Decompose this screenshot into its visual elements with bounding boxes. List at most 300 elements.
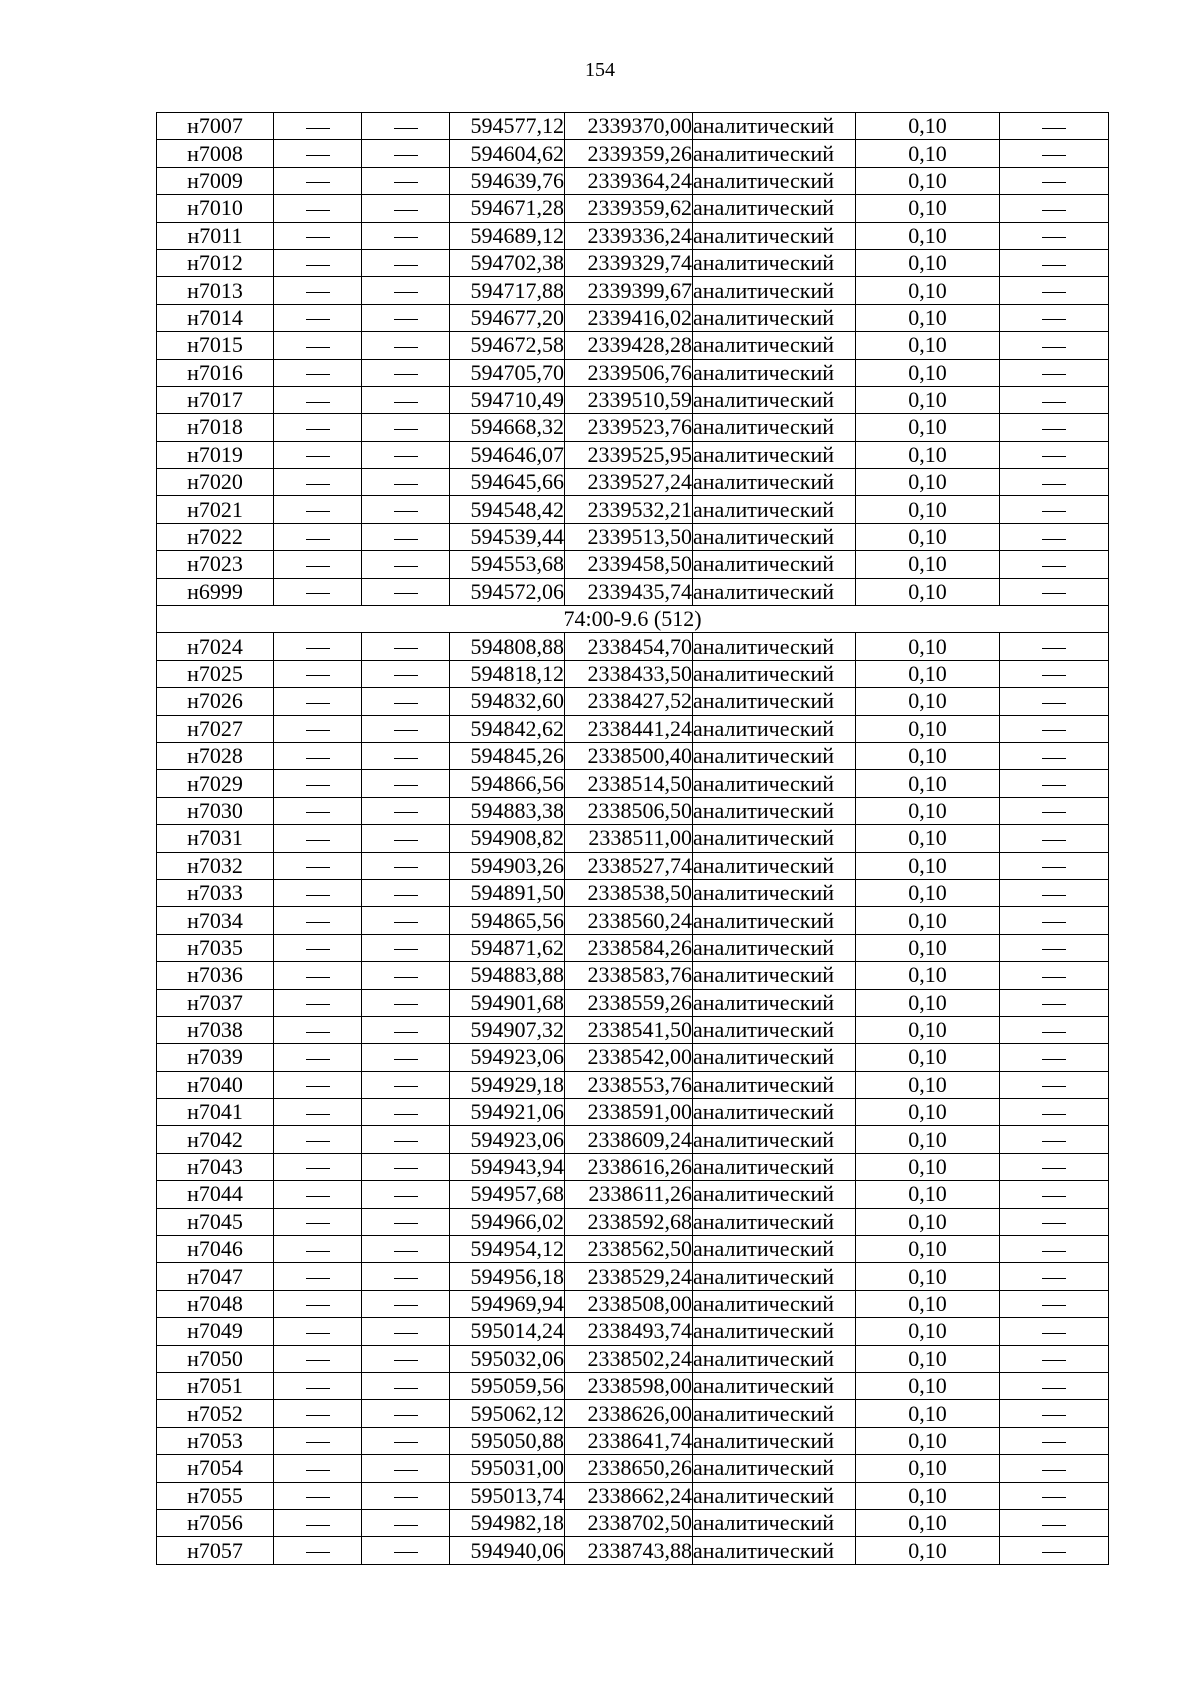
old-y-cell <box>362 633 450 660</box>
description-cell <box>1000 1455 1109 1482</box>
description-cell <box>1000 1044 1109 1071</box>
y-coordinate-cell: 2338662,24 <box>565 1482 693 1509</box>
accuracy-cell: 0,10 <box>856 1509 1000 1536</box>
old-x-cell <box>274 414 362 441</box>
description-cell <box>1000 277 1109 304</box>
dash-mark <box>1042 1114 1066 1115</box>
y-coordinate-cell: 2338514,50 <box>565 770 693 797</box>
old-y-cell <box>362 852 450 879</box>
table-row <box>157 1126 1109 1153</box>
coordinates-table <box>156 112 1109 1565</box>
point-name-cell: н7017 <box>157 386 274 413</box>
old-x-cell <box>274 1071 362 1098</box>
dash-mark <box>394 812 418 813</box>
point-name-cell: н7011 <box>157 222 274 249</box>
method-cell: аналитический <box>693 1509 856 1536</box>
accuracy-cell: 0,10 <box>856 934 1000 961</box>
table-row <box>157 195 1109 222</box>
old-y-cell <box>362 1372 450 1399</box>
y-coordinate-cell: 2338441,24 <box>565 715 693 742</box>
method-cell: аналитический <box>693 742 856 769</box>
x-coordinate-cell: 594865,56 <box>450 907 565 934</box>
y-coordinate-cell: 2338527,74 <box>565 852 693 879</box>
table-row <box>157 551 1109 578</box>
dash-mark <box>1042 128 1066 129</box>
table-row <box>157 249 1109 276</box>
dash-mark <box>1042 1141 1066 1142</box>
point-name-cell: н7016 <box>157 359 274 386</box>
old-x-cell <box>274 1153 362 1180</box>
old-x-cell <box>274 742 362 769</box>
x-coordinate-cell: 594883,88 <box>450 962 565 989</box>
dash-mark <box>306 1552 330 1553</box>
y-coordinate-cell: 2338502,24 <box>565 1345 693 1372</box>
description-cell <box>1000 359 1109 386</box>
point-name-cell: н7014 <box>157 304 274 331</box>
dash-mark <box>394 949 418 950</box>
description-cell <box>1000 907 1109 934</box>
dash-mark <box>1042 1278 1066 1279</box>
method-cell: аналитический <box>693 1455 856 1482</box>
dash-mark <box>1042 949 1066 950</box>
dash-mark <box>306 374 330 375</box>
dash-mark <box>306 730 330 731</box>
method-cell: аналитический <box>693 140 856 167</box>
point-name-cell: н7039 <box>157 1044 274 1071</box>
table-row <box>157 962 1109 989</box>
dash-mark <box>306 347 330 348</box>
table-row <box>157 496 1109 523</box>
description-cell <box>1000 523 1109 550</box>
dash-mark <box>394 1168 418 1169</box>
method-cell: аналитический <box>693 1427 856 1454</box>
old-y-cell <box>362 688 450 715</box>
accuracy-cell: 0,10 <box>856 742 1000 769</box>
old-y-cell <box>362 277 450 304</box>
table-row <box>157 414 1109 441</box>
dash-mark <box>306 456 330 457</box>
method-cell: аналитический <box>693 523 856 550</box>
dash-mark <box>394 539 418 540</box>
old-x-cell <box>274 633 362 660</box>
dash-mark <box>394 292 418 293</box>
table-row <box>157 304 1109 331</box>
point-name-cell: н7042 <box>157 1126 274 1153</box>
y-coordinate-cell: 2338553,76 <box>565 1071 693 1098</box>
method-cell: аналитический <box>693 1153 856 1180</box>
accuracy-cell: 0,10 <box>856 113 1000 140</box>
dash-mark <box>1042 402 1066 403</box>
dash-mark <box>394 703 418 704</box>
method-cell: аналитический <box>693 825 856 852</box>
dash-mark <box>394 895 418 896</box>
dash-mark <box>306 265 330 266</box>
x-coordinate-cell: 594901,68 <box>450 989 565 1016</box>
old-y-cell <box>362 1181 450 1208</box>
method-cell: аналитический <box>693 1126 856 1153</box>
table-row <box>157 825 1109 852</box>
x-coordinate-cell: 594969,94 <box>450 1290 565 1317</box>
y-coordinate-cell: 2338591,00 <box>565 1099 693 1126</box>
old-y-cell <box>362 742 450 769</box>
accuracy-cell: 0,10 <box>856 1372 1000 1399</box>
dash-mark <box>394 1114 418 1115</box>
point-name-cell: н7026 <box>157 688 274 715</box>
dash-mark <box>1042 456 1066 457</box>
old-y-cell <box>362 1126 450 1153</box>
y-coordinate-cell: 2338542,00 <box>565 1044 693 1071</box>
y-coordinate-cell: 2338592,68 <box>565 1208 693 1235</box>
accuracy-cell: 0,10 <box>856 1099 1000 1126</box>
point-name-cell: н7055 <box>157 1482 274 1509</box>
x-coordinate-cell: 594956,18 <box>450 1263 565 1290</box>
old-y-cell <box>362 715 450 742</box>
method-cell: аналитический <box>693 1071 856 1098</box>
accuracy-cell: 0,10 <box>856 249 1000 276</box>
accuracy-cell: 0,10 <box>856 852 1000 879</box>
old-x-cell <box>274 825 362 852</box>
table-row <box>157 140 1109 167</box>
dash-mark <box>1042 182 1066 183</box>
section-label: 74:00-9.6 (512) <box>157 606 1109 633</box>
description-cell <box>1000 1537 1109 1564</box>
dash-mark <box>306 1032 330 1033</box>
dash-mark <box>306 1223 330 1224</box>
old-y-cell <box>362 1153 450 1180</box>
y-coordinate-cell: 2339513,50 <box>565 523 693 550</box>
dash-mark <box>306 1168 330 1169</box>
old-y-cell <box>362 1044 450 1071</box>
x-coordinate-cell: 594923,06 <box>450 1126 565 1153</box>
old-y-cell <box>362 1236 450 1263</box>
description-cell <box>1000 879 1109 906</box>
dash-mark <box>306 539 330 540</box>
description-cell <box>1000 1208 1109 1235</box>
method-cell: аналитический <box>693 989 856 1016</box>
old-x-cell <box>274 469 362 496</box>
dash-mark <box>306 1141 330 1142</box>
x-coordinate-cell: 594891,50 <box>450 879 565 906</box>
point-name-cell: н7049 <box>157 1318 274 1345</box>
method-cell: аналитический <box>693 715 856 742</box>
old-x-cell <box>274 715 362 742</box>
description-cell <box>1000 660 1109 687</box>
dash-mark <box>306 210 330 211</box>
method-cell: аналитический <box>693 1044 856 1071</box>
old-y-cell <box>362 414 450 441</box>
old-y-cell <box>362 962 450 989</box>
dash-mark <box>306 402 330 403</box>
dash-mark <box>394 648 418 649</box>
accuracy-cell: 0,10 <box>856 825 1000 852</box>
dash-mark <box>394 922 418 923</box>
dash-mark <box>1042 566 1066 567</box>
dash-mark <box>394 593 418 594</box>
old-x-cell <box>274 934 362 961</box>
description-cell <box>1000 1318 1109 1345</box>
dash-mark <box>394 1552 418 1553</box>
dash-mark <box>394 1196 418 1197</box>
old-y-cell <box>362 578 450 605</box>
old-y-cell <box>362 1071 450 1098</box>
dash-mark <box>394 1525 418 1526</box>
y-coordinate-cell: 2338511,00 <box>565 825 693 852</box>
accuracy-cell: 0,10 <box>856 195 1000 222</box>
dash-mark <box>306 840 330 841</box>
table-row <box>157 113 1109 140</box>
y-coordinate-cell: 2339399,67 <box>565 277 693 304</box>
old-y-cell <box>362 1537 450 1564</box>
dash-mark <box>394 128 418 129</box>
method-cell: аналитический <box>693 879 856 906</box>
dash-mark <box>394 1388 418 1389</box>
x-coordinate-cell: 595031,00 <box>450 1455 565 1482</box>
old-x-cell <box>274 962 362 989</box>
dash-mark <box>394 484 418 485</box>
old-y-cell <box>362 770 450 797</box>
dash-mark <box>394 155 418 156</box>
y-coordinate-cell: 2339416,02 <box>565 304 693 331</box>
x-coordinate-cell: 594957,68 <box>450 1181 565 1208</box>
method-cell: аналитический <box>693 496 856 523</box>
description-cell <box>1000 249 1109 276</box>
table-row <box>157 770 1109 797</box>
dash-mark <box>1042 703 1066 704</box>
description-cell <box>1000 222 1109 249</box>
method-cell: аналитический <box>693 688 856 715</box>
dash-mark <box>1042 895 1066 896</box>
accuracy-cell: 0,10 <box>856 907 1000 934</box>
point-name-cell: н7013 <box>157 277 274 304</box>
table-row <box>157 222 1109 249</box>
accuracy-cell: 0,10 <box>856 989 1000 1016</box>
dash-mark <box>306 511 330 512</box>
old-y-cell <box>362 797 450 824</box>
table-row <box>157 1099 1109 1126</box>
x-coordinate-cell: 595059,56 <box>450 1372 565 1399</box>
point-name-cell: н7032 <box>157 852 274 879</box>
method-cell: аналитический <box>693 1099 856 1126</box>
y-coordinate-cell: 2338433,50 <box>565 660 693 687</box>
dash-mark <box>1042 1305 1066 1306</box>
old-x-cell <box>274 523 362 550</box>
dash-mark <box>306 593 330 594</box>
x-coordinate-cell: 594908,82 <box>450 825 565 852</box>
method-cell: аналитический <box>693 1290 856 1317</box>
x-coordinate-cell: 594818,12 <box>450 660 565 687</box>
description-cell <box>1000 1400 1109 1427</box>
old-y-cell <box>362 523 450 550</box>
old-y-cell <box>362 934 450 961</box>
x-coordinate-cell: 595013,74 <box>450 1482 565 1509</box>
dash-mark <box>306 1196 330 1197</box>
dash-mark <box>394 867 418 868</box>
table-row <box>157 359 1109 386</box>
y-coordinate-cell: 2338562,50 <box>565 1236 693 1263</box>
accuracy-cell: 0,10 <box>856 1153 1000 1180</box>
dash-mark <box>1042 1032 1066 1033</box>
dash-mark <box>394 1470 418 1471</box>
dash-mark <box>306 1525 330 1526</box>
old-x-cell <box>274 113 362 140</box>
method-cell: аналитический <box>693 934 856 961</box>
dash-mark <box>394 1442 418 1443</box>
accuracy-cell: 0,10 <box>856 770 1000 797</box>
dash-mark <box>306 785 330 786</box>
point-name-cell: н7036 <box>157 962 274 989</box>
accuracy-cell: 0,10 <box>856 1016 1000 1043</box>
old-y-cell <box>362 879 450 906</box>
dash-mark <box>1042 593 1066 594</box>
old-x-cell <box>274 770 362 797</box>
table-row <box>157 633 1109 660</box>
accuracy-cell: 0,10 <box>856 1208 1000 1235</box>
dash-mark <box>306 155 330 156</box>
x-coordinate-cell: 594668,32 <box>450 414 565 441</box>
description-cell <box>1000 770 1109 797</box>
y-coordinate-cell: 2338427,52 <box>565 688 693 715</box>
dash-mark <box>394 182 418 183</box>
accuracy-cell: 0,10 <box>856 633 1000 660</box>
dash-mark <box>306 566 330 567</box>
table-row <box>157 523 1109 550</box>
dash-mark <box>1042 237 1066 238</box>
method-cell: аналитический <box>693 469 856 496</box>
description-cell <box>1000 1345 1109 1372</box>
y-coordinate-cell: 2339458,50 <box>565 551 693 578</box>
method-cell: аналитический <box>693 633 856 660</box>
method-cell: аналитический <box>693 359 856 386</box>
old-x-cell <box>274 195 362 222</box>
point-name-cell: н7012 <box>157 249 274 276</box>
accuracy-cell: 0,10 <box>856 496 1000 523</box>
description-cell <box>1000 1509 1109 1536</box>
description-cell <box>1000 934 1109 961</box>
y-coordinate-cell: 2338541,50 <box>565 1016 693 1043</box>
y-coordinate-cell: 2338560,24 <box>565 907 693 934</box>
dash-mark <box>1042 1552 1066 1553</box>
point-name-cell: н7052 <box>157 1400 274 1427</box>
accuracy-cell: 0,10 <box>856 879 1000 906</box>
dash-mark <box>306 977 330 978</box>
table-row <box>157 1208 1109 1235</box>
old-y-cell <box>362 1263 450 1290</box>
description-cell <box>1000 441 1109 468</box>
old-x-cell <box>274 1318 362 1345</box>
y-coordinate-cell: 2338626,00 <box>565 1400 693 1427</box>
method-cell: аналитический <box>693 277 856 304</box>
x-coordinate-cell: 594645,66 <box>450 469 565 496</box>
dash-mark <box>394 1032 418 1033</box>
dash-mark <box>394 1251 418 1252</box>
method-cell: аналитический <box>693 113 856 140</box>
dash-mark <box>394 1059 418 1060</box>
accuracy-cell: 0,10 <box>856 359 1000 386</box>
table-row <box>157 852 1109 879</box>
dash-mark <box>306 895 330 896</box>
point-name-cell: н7010 <box>157 195 274 222</box>
old-x-cell <box>274 167 362 194</box>
table-row <box>157 879 1109 906</box>
old-x-cell <box>274 852 362 879</box>
accuracy-cell: 0,10 <box>856 660 1000 687</box>
old-x-cell <box>274 1455 362 1482</box>
old-x-cell <box>274 1263 362 1290</box>
y-coordinate-cell: 2339336,24 <box>565 222 693 249</box>
accuracy-cell: 0,10 <box>856 962 1000 989</box>
dash-mark <box>394 1497 418 1498</box>
accuracy-cell: 0,10 <box>856 578 1000 605</box>
table-row <box>157 1153 1109 1180</box>
point-name-cell: н7034 <box>157 907 274 934</box>
y-coordinate-cell: 2338650,26 <box>565 1455 693 1482</box>
dash-mark <box>394 237 418 238</box>
dash-mark <box>306 648 330 649</box>
table-row <box>157 1537 1109 1564</box>
description-cell <box>1000 332 1109 359</box>
dash-mark <box>1042 1442 1066 1443</box>
point-name-cell: н7019 <box>157 441 274 468</box>
old-x-cell <box>274 1208 362 1235</box>
dash-mark <box>1042 1168 1066 1169</box>
x-coordinate-cell: 594923,06 <box>450 1044 565 1071</box>
dash-mark <box>306 949 330 950</box>
method-cell: аналитический <box>693 332 856 359</box>
table-row <box>157 1427 1109 1454</box>
dash-mark <box>394 511 418 512</box>
method-cell: аналитический <box>693 1263 856 1290</box>
old-y-cell <box>362 222 450 249</box>
old-x-cell <box>274 660 362 687</box>
old-y-cell <box>362 989 450 1016</box>
dash-mark <box>1042 1251 1066 1252</box>
dash-mark <box>1042 1470 1066 1471</box>
description-cell <box>1000 304 1109 331</box>
dash-mark <box>1042 1415 1066 1416</box>
y-coordinate-cell: 2339525,95 <box>565 441 693 468</box>
dash-mark <box>394 566 418 567</box>
old-x-cell <box>274 441 362 468</box>
method-cell: аналитический <box>693 1236 856 1263</box>
old-y-cell <box>362 332 450 359</box>
old-y-cell <box>362 386 450 413</box>
y-coordinate-cell: 2338559,26 <box>565 989 693 1016</box>
point-name-cell: н7046 <box>157 1236 274 1263</box>
old-x-cell <box>274 1482 362 1509</box>
x-coordinate-cell: 594871,62 <box>450 934 565 961</box>
x-coordinate-cell: 594842,62 <box>450 715 565 742</box>
point-name-cell: н7040 <box>157 1071 274 1098</box>
description-cell <box>1000 989 1109 1016</box>
old-y-cell <box>362 304 450 331</box>
dash-mark <box>1042 1059 1066 1060</box>
method-cell: аналитический <box>693 1016 856 1043</box>
dash-mark <box>1042 1086 1066 1087</box>
dash-mark <box>306 1251 330 1252</box>
accuracy-cell: 0,10 <box>856 1455 1000 1482</box>
old-x-cell <box>274 222 362 249</box>
table-row <box>157 441 1109 468</box>
table-row <box>157 1071 1109 1098</box>
x-coordinate-cell: 594966,02 <box>450 1208 565 1235</box>
table-row <box>157 1455 1109 1482</box>
table-row <box>157 907 1109 934</box>
point-name-cell: н7048 <box>157 1290 274 1317</box>
point-name-cell: н7021 <box>157 496 274 523</box>
old-y-cell <box>362 1290 450 1317</box>
dash-mark <box>1042 292 1066 293</box>
method-cell: аналитический <box>693 195 856 222</box>
